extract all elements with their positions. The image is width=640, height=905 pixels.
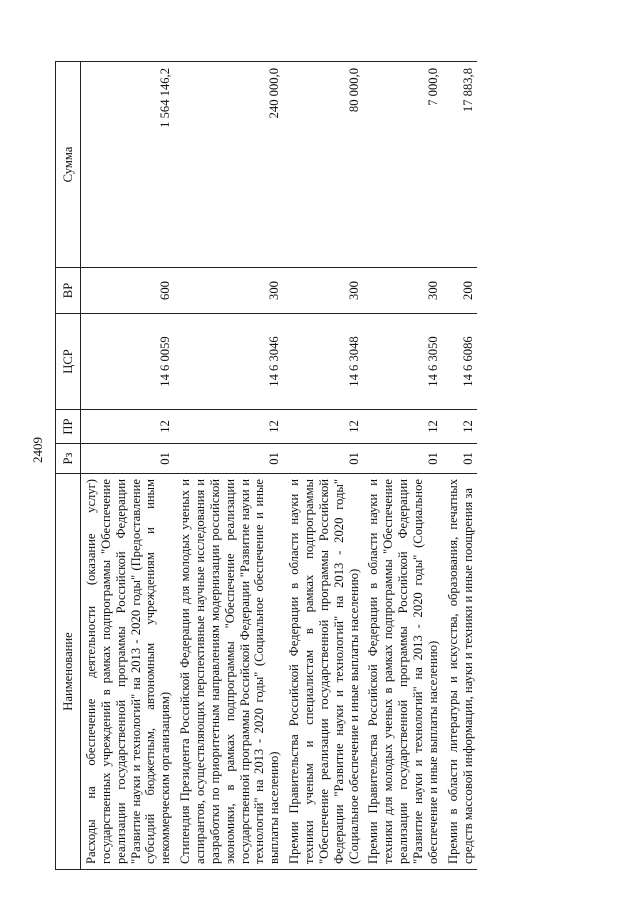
row-rz: 01 — [443, 444, 478, 474]
row-pr: 12 — [81, 410, 176, 444]
row-vr: 300 — [175, 268, 284, 314]
row-sum: 240 000,0 — [175, 62, 284, 268]
row-rz: 01 — [175, 444, 284, 474]
row-sum: 80 000,0 — [284, 62, 363, 268]
header-rz: Рз — [56, 444, 81, 474]
budget-table-sheet — [55, 62, 595, 870]
table-header-row — [56, 62, 81, 870]
page-number: 2409 — [30, 437, 45, 463]
row-name: Расходы на обеспечение деятельности (оказание услуг) государственных учреждений в рамках подпрограммы "Обеспечение реализации государственной программы Российской Федерации "Развитие науки и технологий" на 2013 - 2020 годы" (Предоставление субсидий бюджетным, автономным учреждениям и иным некоммерческим организациям) — [81, 474, 176, 870]
row-sum: 7 000,0 — [363, 62, 442, 268]
row-pr: 12 — [443, 410, 478, 444]
row-pr: 12 — [284, 410, 363, 444]
row-name: Стипендия Президента Российской Федерации для молодых ученых и аспирантов, осуществляющих перспективные научные исследования и разработки по приоритетным направлениям модернизации российской экономики, в рамках подпрограммы "Обеспечение реализации государственной программы Российской Федерации "Развитие науки и технологий" на 2013 - 2020 годы" (Социальное обеспечение и иные выплаты населению) — [175, 474, 284, 870]
row-rz: 01 — [81, 444, 176, 474]
row-name: Премии Правительства Российской Федерации в области науки и техники для молодых ученых в рамках подпрограммы "Обеспечение реализации государственной программы Российской Федерации "Развитие науки и технологий" на 2013 - 2020 годы" (Социальное обеспечение и иные выплаты населению) — [363, 474, 442, 870]
budget-table — [55, 61, 477, 870]
row-vr: 600 — [81, 268, 176, 314]
header-csr: ЦСР — [56, 314, 81, 410]
row-rz: 01 — [284, 444, 363, 474]
row-csr: 14 6 3048 — [284, 314, 363, 410]
row-name: Премии в области литературы и искусства, образования, печатных средств массовой информации, науки и техники и иные поощрения за — [443, 474, 478, 870]
row-name: Премии Правительства Российской Федерации в области науки и техники ученым и специалистам в рамках подпрограммы "Обеспечение реализации государственной программы Российской Федерации "Развитие науки и технологий" на 2013 - 2020 годы" (Социальное обеспечение и иные выплаты населению) — [284, 474, 363, 870]
table-row — [175, 62, 284, 870]
row-csr: 14 6 3050 — [363, 314, 442, 410]
row-sum: 1 564 146,2 — [81, 62, 176, 268]
header-sum: Сумма — [56, 62, 81, 268]
header-vr: ВР — [56, 268, 81, 314]
row-csr: 14 6 6086 — [443, 314, 478, 410]
table-row — [443, 62, 478, 870]
row-csr: 14 6 0059 — [81, 314, 176, 410]
header-pr: ПР — [56, 410, 81, 444]
row-vr: 300 — [363, 268, 442, 314]
row-vr: 200 — [443, 268, 478, 314]
table-row — [363, 62, 442, 870]
row-rz: 01 — [363, 444, 442, 474]
row-vr: 300 — [284, 268, 363, 314]
row-pr: 12 — [363, 410, 442, 444]
table-row — [81, 62, 176, 870]
table-row — [284, 62, 363, 870]
header-name: Наименование — [56, 474, 81, 870]
row-pr: 12 — [175, 410, 284, 444]
row-sum: 17 883,8 — [443, 62, 478, 268]
row-csr: 14 6 3046 — [175, 314, 284, 410]
